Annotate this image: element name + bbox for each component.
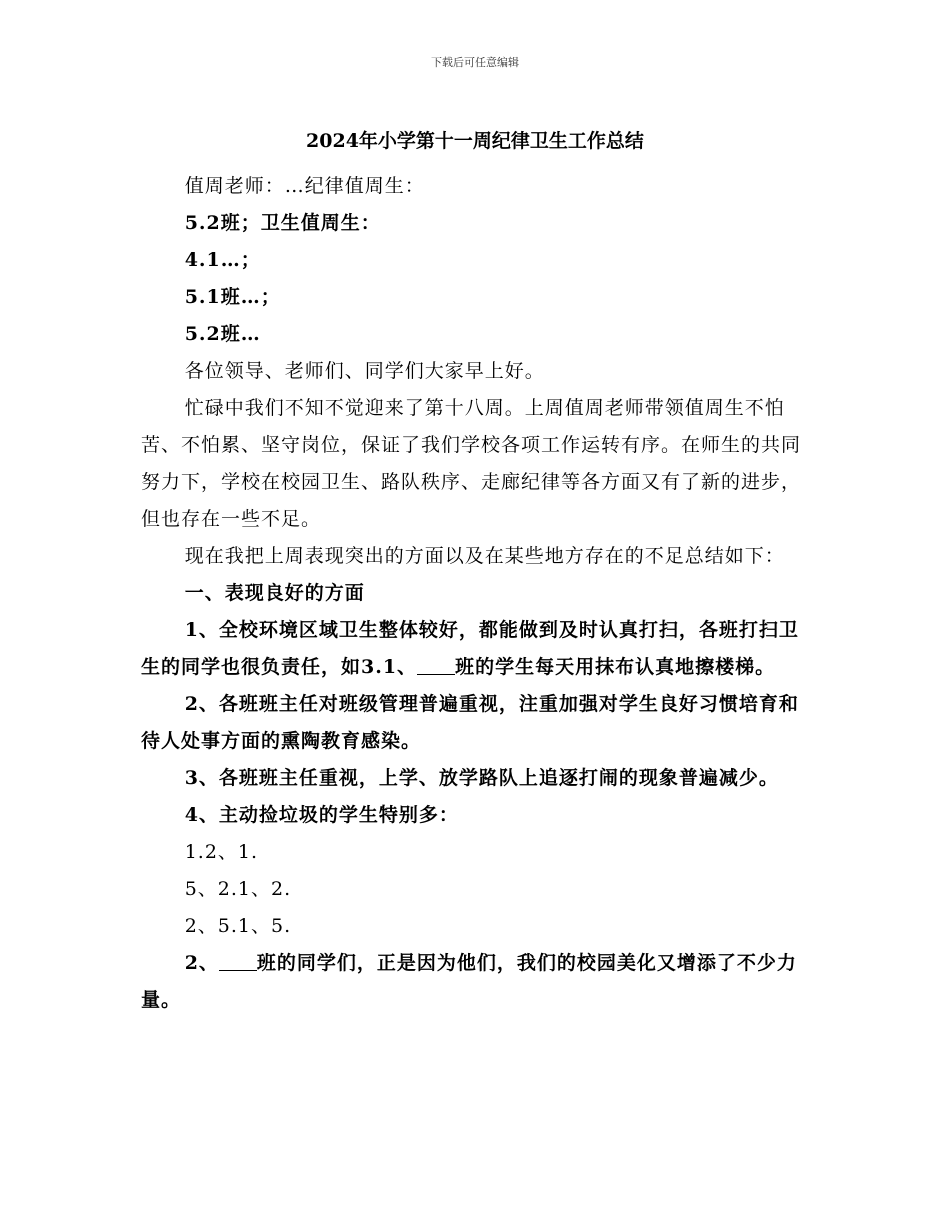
paragraph-3: 3、各班班主任重视，上学、放学路队上追逐打闹的现象普遍减少。 — [184, 767, 779, 789]
class-51-line: 5.1班…； — [184, 286, 281, 308]
blank-underline — [219, 950, 257, 971]
page-title: 2024年小学第十一周纪律卫生工作总结 — [306, 130, 644, 152]
blank-underline — [417, 654, 455, 675]
paragraph-5-part-b: 班的同学们，正是因为他们，我们的校园美化又增添了不少力量。 — [141, 952, 797, 1011]
paragraph-1-part-b: 班的学生每天用抹布认真地擦楼梯。 — [455, 656, 776, 678]
greeting-paragraph: 各位领导、老师们、同学们大家早上好。 — [184, 360, 545, 382]
paragraph-5-part-a: 2、 — [184, 952, 219, 974]
number-line-1: 1.2、1. — [184, 841, 259, 863]
paragraph-1-part-a: 1、全校环境区域卫生整体较好，都能做到及时认真打扫，各班打扫卫生的同学也很负责任，如3.1、 — [141, 619, 799, 678]
duty-teacher-line: 值周老师：…纪律值周生： — [184, 175, 425, 197]
paragraph-4: 4、主动捡垃圾的学生特别多： — [184, 804, 459, 826]
intro-paragraph: 忙碌中我们不知不觉迎来了第十八周。上周值周老师带领值周生不怕苦、不怕累、坚守岗位，保证了我们学校各项工作运转有序。在师生的共同努力下，学校在校园卫生、路队秩序、走廊纪律等各方面又有了新的进步，但也存在一些不足。 — [141, 397, 802, 530]
summary-intro-paragraph: 现在我把上周表现突出的方面以及在某些地方存在的不足总结如下： — [184, 545, 785, 567]
page-header: 下载后可任意编辑 — [431, 56, 519, 69]
class-41-line: 4.1…； — [184, 249, 261, 271]
paragraph-5 — [141, 945, 811, 1019]
class-52-line: 5.2班；卫生值周生： — [184, 212, 381, 234]
paragraph-2: 2、各班班主任对班级管理普遍重视，注重加强对学生良好习惯培育和待人处事方面的熏陶教育感染。 — [141, 693, 799, 752]
document-body — [141, 168, 811, 1019]
number-line-3: 2、5.1、5. — [184, 915, 292, 937]
number-line-2: 5、2.1、2. — [184, 878, 292, 900]
class-52b-line: 5.2班… — [184, 323, 261, 345]
paragraph-1 — [141, 612, 811, 686]
section-heading-1: 一、表现良好的方面 — [184, 582, 365, 604]
